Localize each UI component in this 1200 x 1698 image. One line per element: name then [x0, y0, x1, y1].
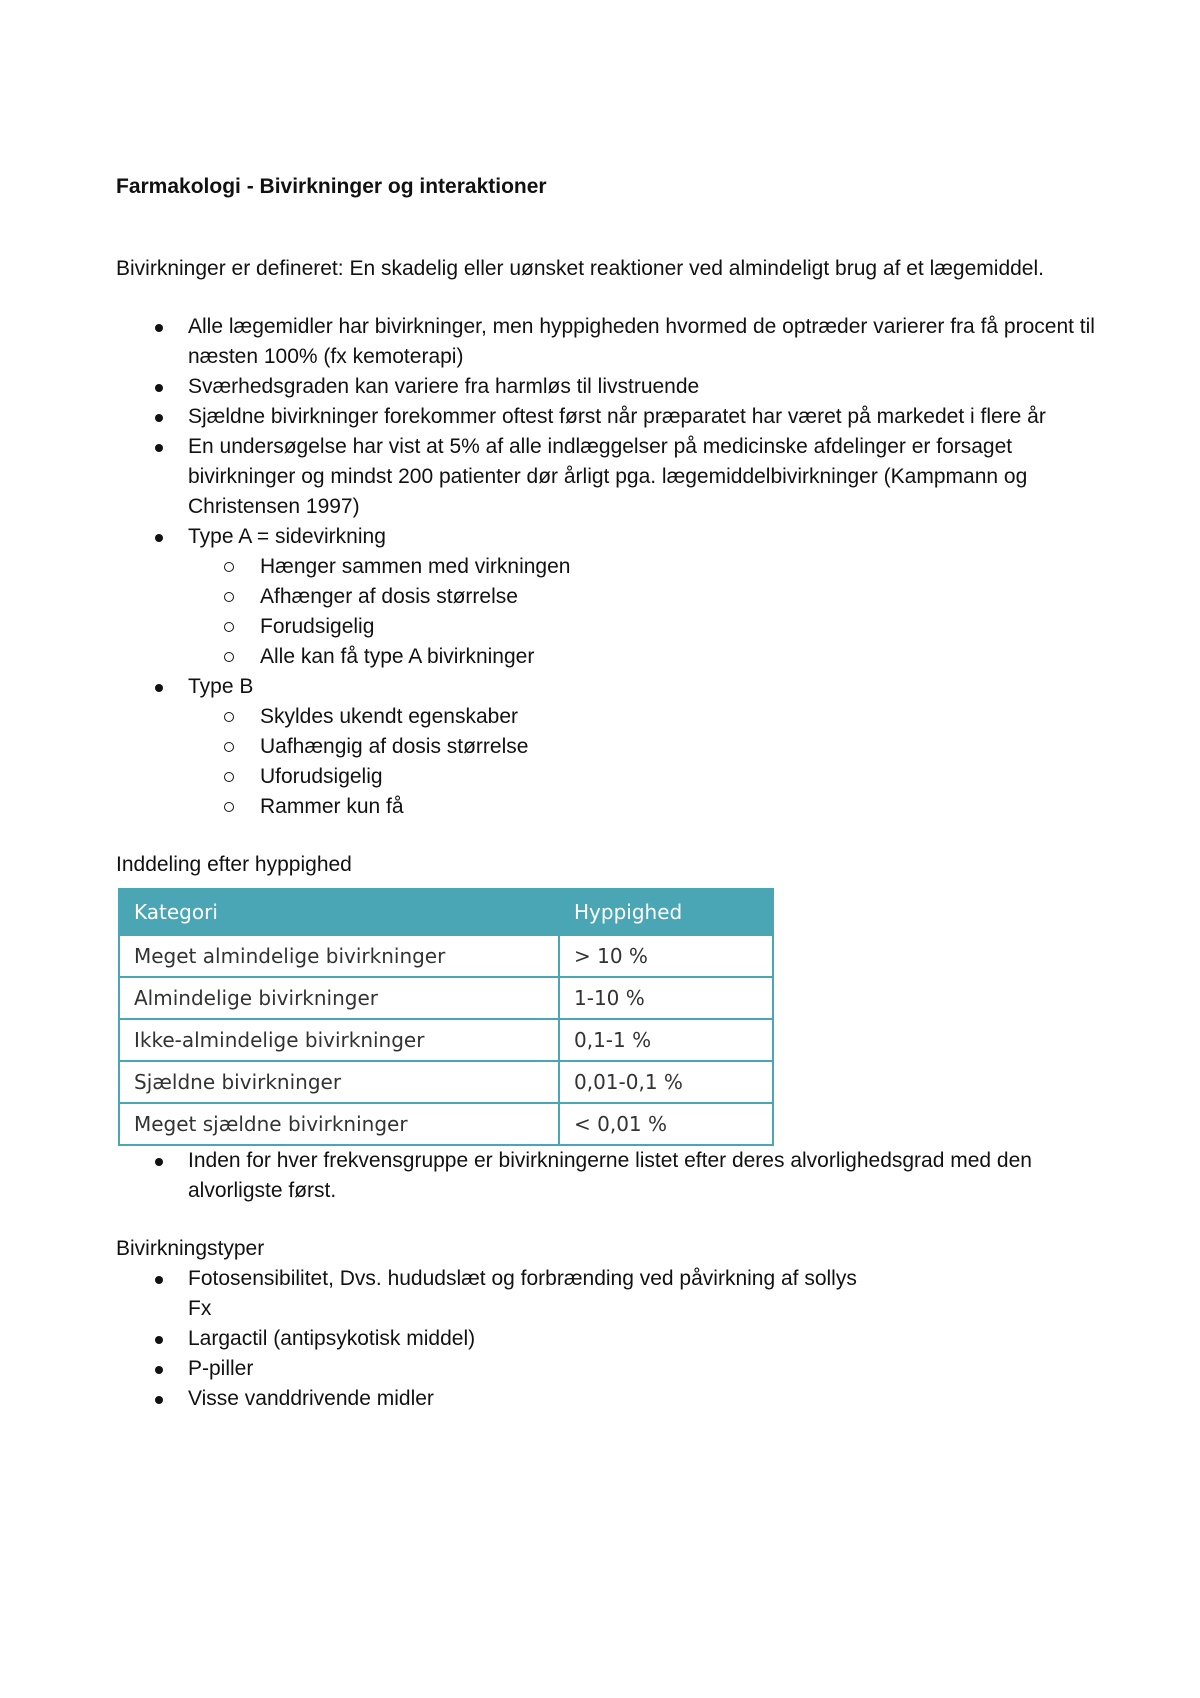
table-row	[119, 935, 773, 977]
types-first-bullet-sub: Fx	[188, 1297, 212, 1320]
table-row	[119, 1103, 773, 1145]
list-item: Visse vanddrivende midler	[116, 1384, 1106, 1414]
type-b-sublist	[188, 702, 1106, 822]
frequency-cell: 0,01-0,1 %	[559, 1061, 773, 1103]
list-item: Largactil (antipsykotisk middel)	[116, 1324, 1106, 1354]
frequency-heading: Inddeling efter hyppighed	[116, 853, 352, 876]
type-a-sublist	[188, 552, 1106, 672]
main-bullet-list	[116, 312, 1106, 822]
sub-list-item: Rammer kun få	[188, 792, 1106, 822]
table-header-row	[119, 889, 773, 935]
list-item: Alle lægemidler har bivirkninger, men hyppigheden hvormed de optræder varierer fra få procent til næsten 100% (fx kemoterapi)	[116, 312, 1106, 372]
sub-list-item: Hænger sammen med virkningen	[188, 552, 1106, 582]
sub-list-item: Skyldes ukendt egenskaber	[188, 702, 1106, 732]
list-item: Sjældne bivirkninger forekommer oftest først når præparatet har været på markedet i flere år	[116, 402, 1106, 432]
frequency-cell: < 0,01 %	[559, 1103, 773, 1145]
table-row	[119, 977, 773, 1019]
table-row	[119, 1061, 773, 1103]
category-cell: Meget sjældne bivirkninger	[119, 1103, 559, 1145]
frequency-cell: 1-10 %	[559, 977, 773, 1019]
list-item: Sværhedsgraden kan variere fra harmløs til livstruende	[116, 372, 1106, 402]
list-item: En undersøgelse har vist at 5% af alle indlæggelser på medicinske afdelinger er forsaget bivirkninger og mindst 200 patienter dør årligt pga. lægemiddelbivirkninger (Kampmann og Christensen 1997)	[116, 432, 1106, 522]
header-frequency: Hyppighed	[559, 889, 773, 935]
list-item: Inden for hver frekvensgruppe er bivirkningerne listet efter deres alvorlighedsgrad med den alvorligste først.	[116, 1146, 1106, 1206]
table-row	[119, 1019, 773, 1061]
category-cell: Almindelige bivirkninger	[119, 977, 559, 1019]
list-item	[116, 1264, 1106, 1324]
types-first-bullet: Fotosensibilitet, Dvs. hududslæt og forbrænding ved påvirkning af sollys	[188, 1267, 857, 1290]
sub-list-item: Forudsigelig	[188, 612, 1106, 642]
type-a-label: Type A = sidevirkning	[188, 525, 386, 548]
document-title: Farmakologi - Bivirkninger og interaktioner	[116, 175, 547, 198]
list-item-type-a	[116, 522, 1106, 672]
sub-list-item: Uforudsigelig	[188, 762, 1106, 792]
category-cell: Ikke-almindelige bivirkninger	[119, 1019, 559, 1061]
sub-list-item: Uafhængig af dosis størrelse	[188, 732, 1106, 762]
intro-paragraph: Bivirkninger er defineret: En skadelig eller uønsket reaktioner ved almindeligt brug af et lægemiddel.	[116, 257, 1044, 280]
types-list	[116, 1264, 1106, 1414]
document-page	[116, 172, 1106, 1414]
types-heading: Bivirkningstyper	[116, 1237, 265, 1260]
after-table-list	[116, 1146, 1106, 1206]
frequency-table	[118, 888, 774, 1146]
frequency-cell: 0,1-1 %	[559, 1019, 773, 1061]
list-item-type-b	[116, 672, 1106, 822]
frequency-cell: > 10 %	[559, 935, 773, 977]
category-cell: Sjældne bivirkninger	[119, 1061, 559, 1103]
header-category: Kategori	[119, 889, 559, 935]
list-item: P-piller	[116, 1354, 1106, 1384]
sub-list-item: Alle kan få type A bivirkninger	[188, 642, 1106, 672]
type-b-label: Type B	[188, 675, 254, 698]
sub-list-item: Afhænger af dosis størrelse	[188, 582, 1106, 612]
category-cell: Meget almindelige bivirkninger	[119, 935, 559, 977]
